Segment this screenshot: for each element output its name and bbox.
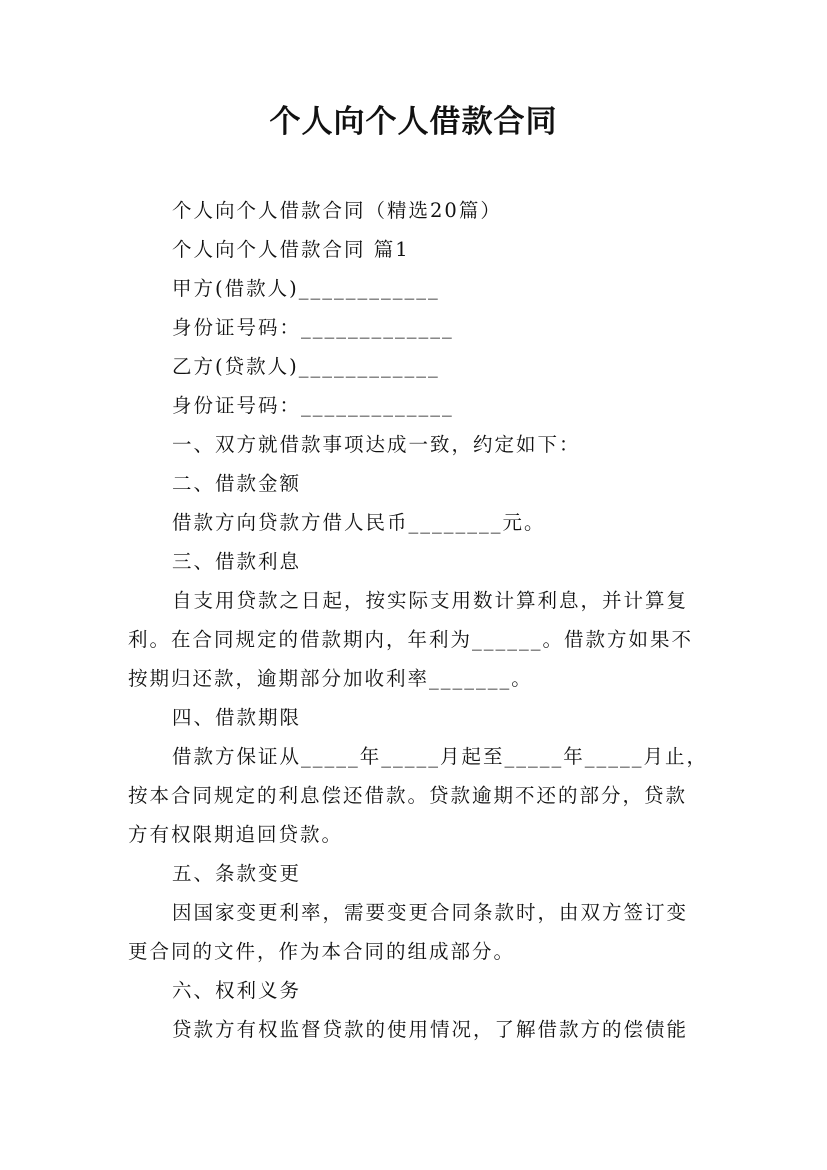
clause-heading-term: 四、借款期限: [172, 706, 302, 729]
clause-text-line: 方有权限期追回贷款。: [128, 823, 344, 846]
clause-text-line: 自支用贷款之日起，按实际支用数计算利息，并计算复: [172, 589, 689, 612]
section-heading: 个人向个人借款合同 篇1: [172, 238, 410, 261]
clause-heading-change: 五、条款变更: [172, 862, 302, 885]
clause-text-line: 按期归还款，逾期部分加收利率_______。: [128, 667, 533, 690]
party-a-id-line: 身份证号码：_____________: [172, 316, 454, 339]
clause-text-line: 贷款方有权监督贷款的使用情况，了解借款方的偿债能: [172, 1018, 689, 1041]
clause-intro: 一、双方就借款事项达成一致，约定如下：: [172, 433, 581, 456]
document-title: 个人向个人借款合同: [269, 104, 558, 140]
clause-text-line: 因国家变更利率，需要变更合同条款时，由双方签订变: [172, 901, 689, 924]
clause-text-line: 按本合同规定的利息偿还借款。贷款逾期不还的部分，贷款: [128, 784, 688, 807]
clause-heading-interest: 三、借款利息: [172, 550, 302, 573]
party-b-id-line: 身份证号码：_____________: [172, 394, 454, 417]
clause-heading-amount: 二、借款金额: [172, 472, 302, 495]
subtitle-line: 个人向个人借款合同（精选20篇）: [172, 199, 502, 222]
party-b-line: 乙方(贷款人)____________: [172, 355, 440, 378]
clause-text-line: 借款方保证从_____年_____月起至_____年_____月止，: [172, 745, 709, 768]
clause-text-line: 更合同的文件，作为本合同的组成部分。: [128, 940, 516, 963]
party-a-line: 甲方(借款人)____________: [172, 277, 440, 300]
clause-heading-rights: 六、权利义务: [172, 979, 302, 1002]
clause-text-line: 利。在合同规定的借款期内，年利为______。借款方如果不: [128, 628, 694, 651]
document-body: [128, 191, 708, 1049]
clause-text-line: 借款方向贷款方借人民币________元。: [172, 511, 546, 534]
